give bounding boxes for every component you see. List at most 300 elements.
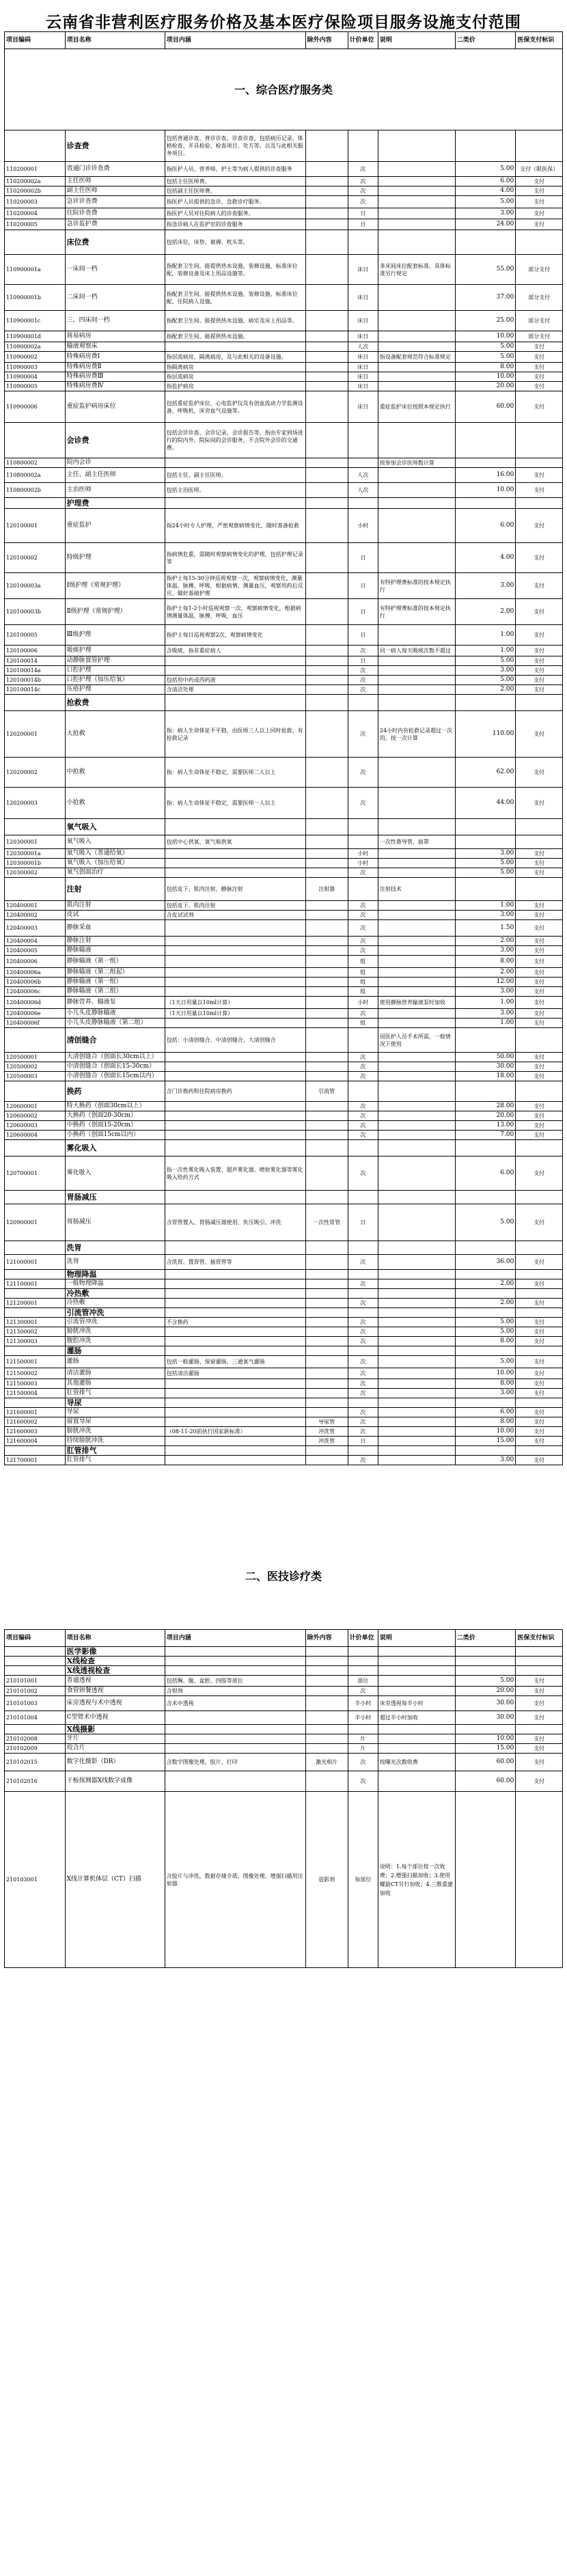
item-description <box>378 788 455 819</box>
item-exclusion: 引流管 <box>305 1081 348 1102</box>
item-description <box>378 219 455 230</box>
item-content: 包括主任、副主任医师。 <box>165 468 305 483</box>
item-name: 牙片 <box>65 1734 165 1744</box>
table-row <box>5 1696 563 1711</box>
table-row <box>5 1299 563 1308</box>
item-exclusion <box>305 186 348 196</box>
item-content <box>165 987 305 997</box>
item-exclusion <box>305 868 348 878</box>
item-unit <box>348 1398 378 1408</box>
item-description <box>378 196 455 208</box>
item-price: 6.00 <box>455 1157 516 1191</box>
item-exclusion: 激光相片 <box>305 1754 348 1771</box>
item-unit: 日 <box>348 625 378 646</box>
item-description: 有特护理费标准的按本规定执行 <box>378 599 455 625</box>
item-price <box>455 1647 516 1657</box>
item-price: 10.00 <box>455 1427 516 1437</box>
table-row <box>5 758 563 788</box>
item-name: 特大换药（创面30cm以上） <box>65 1102 165 1111</box>
item-description: 使用静脉营养输液泵时加收 <box>378 997 455 1009</box>
item-exclusion <box>305 1157 348 1191</box>
item-name: 雾化吸入 <box>65 1157 165 1191</box>
table-row <box>5 868 563 878</box>
item-insurance-flag: 支付 <box>516 1102 563 1111</box>
item-insurance-flag: 支付 <box>516 186 563 196</box>
item-unit: 床日 <box>348 363 378 372</box>
item-description <box>378 625 455 646</box>
item-insurance-flag: 支付 <box>516 849 563 859</box>
table-row <box>5 219 563 230</box>
item-content <box>165 946 305 956</box>
item-unit: 次 <box>348 1408 378 1417</box>
item-name: 静脉营养、输液泵 <box>65 997 165 1009</box>
column-header: 项目名称 <box>65 32 165 49</box>
item-code: 120100005 <box>5 625 66 646</box>
item-content <box>165 920 305 937</box>
item-code: 110900001b <box>5 285 66 311</box>
item-exclusion: 冲洗管 <box>305 1427 348 1437</box>
item-name: 大换药（创面20-30cm） <box>65 1111 165 1121</box>
item-price: 20.00 <box>455 1111 516 1121</box>
table-row <box>5 1072 563 1081</box>
item-content <box>165 1191 305 1204</box>
item-price: 44.00 <box>455 788 516 819</box>
column-header: 除外内容 <box>305 1630 348 1647</box>
item-description: 一次性鼻导管，面罩 <box>378 835 455 849</box>
item-exclusion <box>305 285 348 311</box>
item-exclusion <box>305 1771 348 1792</box>
table-row <box>5 1279 563 1289</box>
item-insurance-flag: 支付 <box>516 372 563 382</box>
item-description <box>378 1308 455 1318</box>
item-description <box>378 1368 455 1379</box>
item-description: 因医护人员手术所需，一般情况下使用 <box>378 1028 455 1053</box>
table-row <box>5 1318 563 1327</box>
item-insurance-flag: 支付 <box>516 859 563 868</box>
item-description <box>378 177 455 186</box>
item-exclusion <box>305 1072 348 1081</box>
item-insurance-flag: 支付 <box>516 920 563 937</box>
item-exclusion <box>305 468 348 483</box>
item-insurance-flag: 支付 <box>516 599 563 625</box>
item-unit: 人次 <box>348 342 378 352</box>
item-insurance-flag: 支付 <box>516 625 563 646</box>
item-name: 雾化吸入 <box>65 1140 165 1157</box>
item-code <box>5 1647 66 1657</box>
item-code: 120200002 <box>5 758 66 788</box>
table-row <box>5 835 563 849</box>
item-price: 8.00 <box>455 956 516 968</box>
item-code <box>5 1028 66 1053</box>
column-header: 计价单位 <box>348 1630 378 1647</box>
item-code: 210103001 <box>5 1792 66 1968</box>
item-insurance-flag <box>516 1446 563 1456</box>
item-unit: 床日 <box>348 311 378 331</box>
item-exclusion <box>305 458 348 468</box>
item-exclusion <box>305 968 348 978</box>
item-insurance-flag: 支付 <box>516 1204 563 1241</box>
item-insurance-flag: 支付 <box>516 1019 563 1028</box>
item-price: 5.00 <box>455 676 516 685</box>
table-row <box>5 1687 563 1696</box>
item-insurance-flag: 支付 <box>516 1053 563 1062</box>
item-code <box>5 423 66 458</box>
table-row <box>5 1121 563 1131</box>
item-price: 10.00 <box>455 1368 516 1379</box>
item-content <box>165 1308 305 1318</box>
item-insurance-flag <box>516 1140 563 1157</box>
item-insurance-flag: 支付 <box>516 646 563 656</box>
item-insurance-flag <box>516 1346 563 1356</box>
item-name: 静脉输液（第二组） <box>65 987 165 997</box>
item-price: 5.00 <box>455 859 516 868</box>
item-name: 普通门诊诊查费 <box>65 162 165 177</box>
item-content <box>165 1327 305 1337</box>
category-row <box>5 1647 563 1657</box>
item-unit <box>348 1241 378 1255</box>
item-content <box>165 1102 305 1111</box>
item-insurance-flag: 支付 <box>516 1356 563 1368</box>
item-name: 动静脉置管护理 <box>65 656 165 666</box>
item-code <box>5 1140 66 1157</box>
section-gap <box>0 1465 567 1629</box>
item-code: 120300001 <box>5 835 66 849</box>
item-name: 胃肠减压 <box>65 1204 165 1241</box>
item-code: 121200001 <box>5 1299 66 1308</box>
item-unit: 次 <box>348 868 378 878</box>
table-row <box>5 573 563 599</box>
item-exclusion <box>305 1368 348 1379</box>
category-row <box>5 1028 563 1053</box>
item-code: 120600002 <box>5 1111 66 1121</box>
item-content <box>165 1337 305 1346</box>
item-unit: 人次 <box>348 483 378 498</box>
item-code: 120100003b <box>5 599 66 625</box>
item-unit: 次 <box>348 901 378 911</box>
item-exclusion <box>305 1299 348 1308</box>
item-unit <box>348 1081 378 1102</box>
item-name: 大抢救 <box>65 711 165 758</box>
item-description <box>378 920 455 937</box>
item-insurance-flag <box>516 130 563 162</box>
item-insurance-flag: 支付 <box>516 956 563 968</box>
item-price: 3.00 <box>455 946 516 956</box>
item-price: 2.00 <box>455 685 516 695</box>
item-name: 床旁透视与术中透视 <box>65 1696 165 1711</box>
item-description <box>378 130 455 162</box>
item-name: 小抢救 <box>65 788 165 819</box>
item-price: 1.00 <box>455 646 516 656</box>
item-price: 5.00 <box>455 1327 516 1337</box>
item-code: 120700001 <box>5 1157 66 1191</box>
category-row <box>5 1289 563 1299</box>
item-price: 3.00 <box>455 911 516 920</box>
item-description <box>378 331 455 342</box>
item-description <box>378 468 455 483</box>
item-name: 肌肉注射 <box>65 901 165 911</box>
item-name: X线计算机体层（CT）扫描 <box>65 1792 165 1968</box>
item-unit: 床日 <box>348 391 378 423</box>
item-insurance-flag: 支付 <box>516 1111 563 1121</box>
item-code: 110200004 <box>5 208 66 219</box>
item-content: 包括皮下、肌肉注射 <box>165 901 305 911</box>
item-insurance-flag <box>516 458 563 468</box>
item-content <box>165 1289 305 1299</box>
item-description <box>378 1299 455 1308</box>
chapter-heading: 一、综合医疗服务类 <box>5 49 563 130</box>
item-code: 121700001 <box>5 1456 66 1465</box>
item-price <box>455 695 516 711</box>
item-code: 210101003 <box>5 1696 66 1711</box>
item-unit <box>348 819 378 835</box>
item-code: 110900001a <box>5 255 66 285</box>
item-exclusion <box>305 1028 348 1053</box>
item-description <box>378 372 455 382</box>
table-row <box>5 1417 563 1427</box>
item-name: 导尿 <box>65 1408 165 1417</box>
item-name: 一般物理降温 <box>65 1279 165 1289</box>
item-price: 3.00 <box>455 1456 516 1465</box>
item-insurance-flag: 支付 <box>516 196 563 208</box>
item-description <box>378 1318 455 1327</box>
item-exclusion <box>305 1191 348 1204</box>
item-insurance-flag: 支付 <box>516 1417 563 1427</box>
item-content <box>165 1711 305 1725</box>
item-unit <box>348 230 378 255</box>
item-unit: 日 <box>348 573 378 599</box>
item-content <box>165 1062 305 1072</box>
table-row <box>5 901 563 911</box>
item-insurance-flag: 支付 <box>516 1744 563 1754</box>
item-insurance-flag: 支付 <box>516 1379 563 1389</box>
item-insurance-flag <box>516 1270 563 1279</box>
item-exclusion <box>305 1711 348 1725</box>
category-row <box>5 1346 563 1356</box>
item-price: 12.00 <box>455 978 516 987</box>
item-name: 肛管排气 <box>65 1389 165 1398</box>
item-description <box>378 498 455 509</box>
item-name: 诊查费 <box>65 130 165 162</box>
item-content: 含洗胃、置胃管、插胃管等 <box>165 1255 305 1270</box>
item-code: 110200001 <box>5 162 66 177</box>
item-price <box>455 1289 516 1299</box>
item-name: 静脉注射 <box>65 937 165 946</box>
category-row <box>5 1398 563 1408</box>
item-name: 咬合片 <box>65 1744 165 1754</box>
item-content <box>165 1140 305 1157</box>
item-insurance-flag: 支付 <box>516 1318 563 1327</box>
item-content <box>165 859 305 868</box>
item-description <box>378 1657 455 1666</box>
item-name: 小清创缝合（创面长15cm以内） <box>65 1072 165 1081</box>
item-description <box>378 1327 455 1337</box>
item-code <box>5 1346 66 1356</box>
item-insurance-flag: 支付 <box>516 1676 563 1687</box>
item-description <box>378 968 455 978</box>
item-content <box>165 1379 305 1389</box>
item-exclusion <box>305 230 348 255</box>
item-insurance-flag <box>516 1028 563 1053</box>
item-code: 110800002a <box>5 468 66 483</box>
item-content <box>165 1072 305 1081</box>
item-unit <box>348 1028 378 1053</box>
item-price: 6.00 <box>455 1408 516 1417</box>
item-code: 121300001 <box>5 1318 66 1327</box>
item-description <box>378 1102 455 1111</box>
item-unit: 次 <box>348 946 378 956</box>
item-content: 指医护人员对住院病人的诊查服务。 <box>165 208 305 219</box>
item-name: 抢救费 <box>65 695 165 711</box>
item-content <box>165 1734 305 1744</box>
item-price: 2.00 <box>455 937 516 946</box>
item-insurance-flag: 支付 <box>516 483 563 498</box>
item-insurance-flag: 支付 <box>516 208 563 219</box>
item-name: 小换药（创面15cm以内） <box>65 1131 165 1140</box>
item-exclusion <box>305 177 348 186</box>
item-insurance-flag <box>516 423 563 458</box>
item-content: 指：病人生命体征不平稳，由医师三人以上同时抢救，有抢救记录 <box>165 711 305 758</box>
item-description <box>378 230 455 255</box>
item-exclusion <box>305 130 348 162</box>
item-content: 包括副主任医师费。 <box>165 186 305 196</box>
category-row <box>5 1270 563 1279</box>
table-row <box>5 978 563 987</box>
item-unit: 部位 <box>348 1676 378 1687</box>
item-description <box>378 685 455 695</box>
item-content: 指护士每1-2小时巡视观察一次，观察病情变化，根据病情测量体温，脉搏，呼吸，血压 <box>165 599 305 625</box>
item-unit: 床日 <box>348 352 378 363</box>
item-description: 指设备配套规范符合标准规定 <box>378 352 455 363</box>
table-row <box>5 1368 563 1379</box>
item-insurance-flag <box>516 1725 563 1734</box>
table-row <box>5 1111 563 1121</box>
item-code: 120400006 <box>5 956 66 968</box>
item-code: 120500002 <box>5 1062 66 1072</box>
item-unit: 次 <box>348 1417 378 1427</box>
item-exclusion <box>305 937 348 946</box>
item-unit: 日 <box>348 1204 378 1241</box>
item-exclusion <box>305 423 348 458</box>
item-content: 指病情危重，需随时观察病情变化的护理，包括护理记录等 <box>165 543 305 573</box>
item-name: 氧气创面治疗 <box>65 868 165 878</box>
item-name: 一床间一档 <box>65 255 165 285</box>
item-insurance-flag <box>516 1666 563 1676</box>
item-name: 氧气吸入 <box>65 835 165 849</box>
item-insurance-flag: 支付 <box>516 1389 563 1398</box>
table-row <box>5 1734 563 1744</box>
item-name: 其他灌肠 <box>65 1379 165 1389</box>
item-price <box>455 1081 516 1102</box>
item-insurance-flag: 支付 <box>516 177 563 186</box>
item-description <box>378 1666 455 1676</box>
item-insurance-flag: 部分支付 <box>516 255 563 285</box>
item-insurance-flag: 支付 <box>516 1368 563 1379</box>
item-exclusion <box>305 1053 348 1062</box>
item-name: 特殊病房费Ⅰ <box>65 352 165 363</box>
item-exclusion <box>305 788 348 819</box>
item-name: 静脉采血 <box>65 920 165 937</box>
item-insurance-flag <box>516 695 563 711</box>
item-price <box>455 1346 516 1356</box>
item-name: 持续膀胱冲洗 <box>65 1437 165 1446</box>
item-name: 静脉输液（第一组） <box>65 978 165 987</box>
item-content <box>165 1019 305 1028</box>
item-description <box>378 1687 455 1696</box>
item-name: 换药 <box>65 1081 165 1102</box>
item-exclusion <box>305 196 348 208</box>
category-row <box>5 498 563 509</box>
item-description <box>378 656 455 666</box>
table-row <box>5 1389 563 1398</box>
item-price <box>455 1725 516 1734</box>
item-unit <box>348 1647 378 1657</box>
table-row <box>5 352 563 363</box>
item-description <box>378 1427 455 1437</box>
item-name: 导尿 <box>65 1398 165 1408</box>
item-price: 18.00 <box>455 1072 516 1081</box>
item-unit: 次 <box>348 1368 378 1379</box>
item-description <box>378 1241 455 1255</box>
item-code: 121500003 <box>5 1379 66 1389</box>
table-row <box>5 1255 563 1270</box>
item-name: 特殊病房费Ⅲ <box>65 372 165 382</box>
item-name: 干板探测器X线数字成像 <box>65 1771 165 1792</box>
item-name: Ⅰ级护理（常规护理） <box>65 573 165 599</box>
item-description <box>378 1379 455 1389</box>
item-price: 10.00 <box>455 372 516 382</box>
item-name: 普通透视 <box>65 1676 165 1687</box>
item-description <box>378 1725 455 1734</box>
item-code <box>5 1308 66 1318</box>
item-unit: 次 <box>348 1121 378 1131</box>
column-header: 项目编码 <box>5 32 66 49</box>
item-content <box>165 1389 305 1398</box>
item-price: 60.00 <box>455 1771 516 1792</box>
item-name: 静脉输液 <box>65 946 165 956</box>
item-price: 5.00 <box>455 656 516 666</box>
item-description <box>378 1255 455 1270</box>
item-unit: 床日 <box>348 382 378 391</box>
item-content <box>165 656 305 666</box>
item-content: 包括一般灌肠、保留灌肠、三通氧气灌肠 <box>165 1356 305 1368</box>
item-code: 121500002 <box>5 1368 66 1379</box>
item-code: 210102016 <box>5 1771 66 1792</box>
item-content: 指配套卫生间、能提供热水设施。 <box>165 331 305 342</box>
item-content: 含皮试试剂 <box>165 911 305 920</box>
item-insurance-flag: 支付 <box>516 219 563 230</box>
item-code <box>5 130 66 162</box>
table-row <box>5 468 563 483</box>
item-code: 110900002a <box>5 342 66 352</box>
item-content: 指配套卫生间、能提供热水设施、病室及床上用品等。 <box>165 311 305 331</box>
table-header-row <box>5 1630 563 1647</box>
item-exclusion <box>305 1647 348 1657</box>
table-row <box>5 911 563 920</box>
item-price <box>455 1028 516 1053</box>
item-insurance-flag <box>516 1308 563 1318</box>
item-price <box>455 230 516 255</box>
item-description <box>378 1289 455 1299</box>
item-unit <box>348 130 378 162</box>
item-name: 皮试 <box>65 911 165 920</box>
table-row <box>5 599 563 625</box>
item-description <box>378 911 455 920</box>
category-row <box>5 1446 563 1456</box>
table-row <box>5 646 563 656</box>
item-description <box>378 509 455 543</box>
item-description <box>378 666 455 676</box>
item-exclusion <box>305 625 348 646</box>
